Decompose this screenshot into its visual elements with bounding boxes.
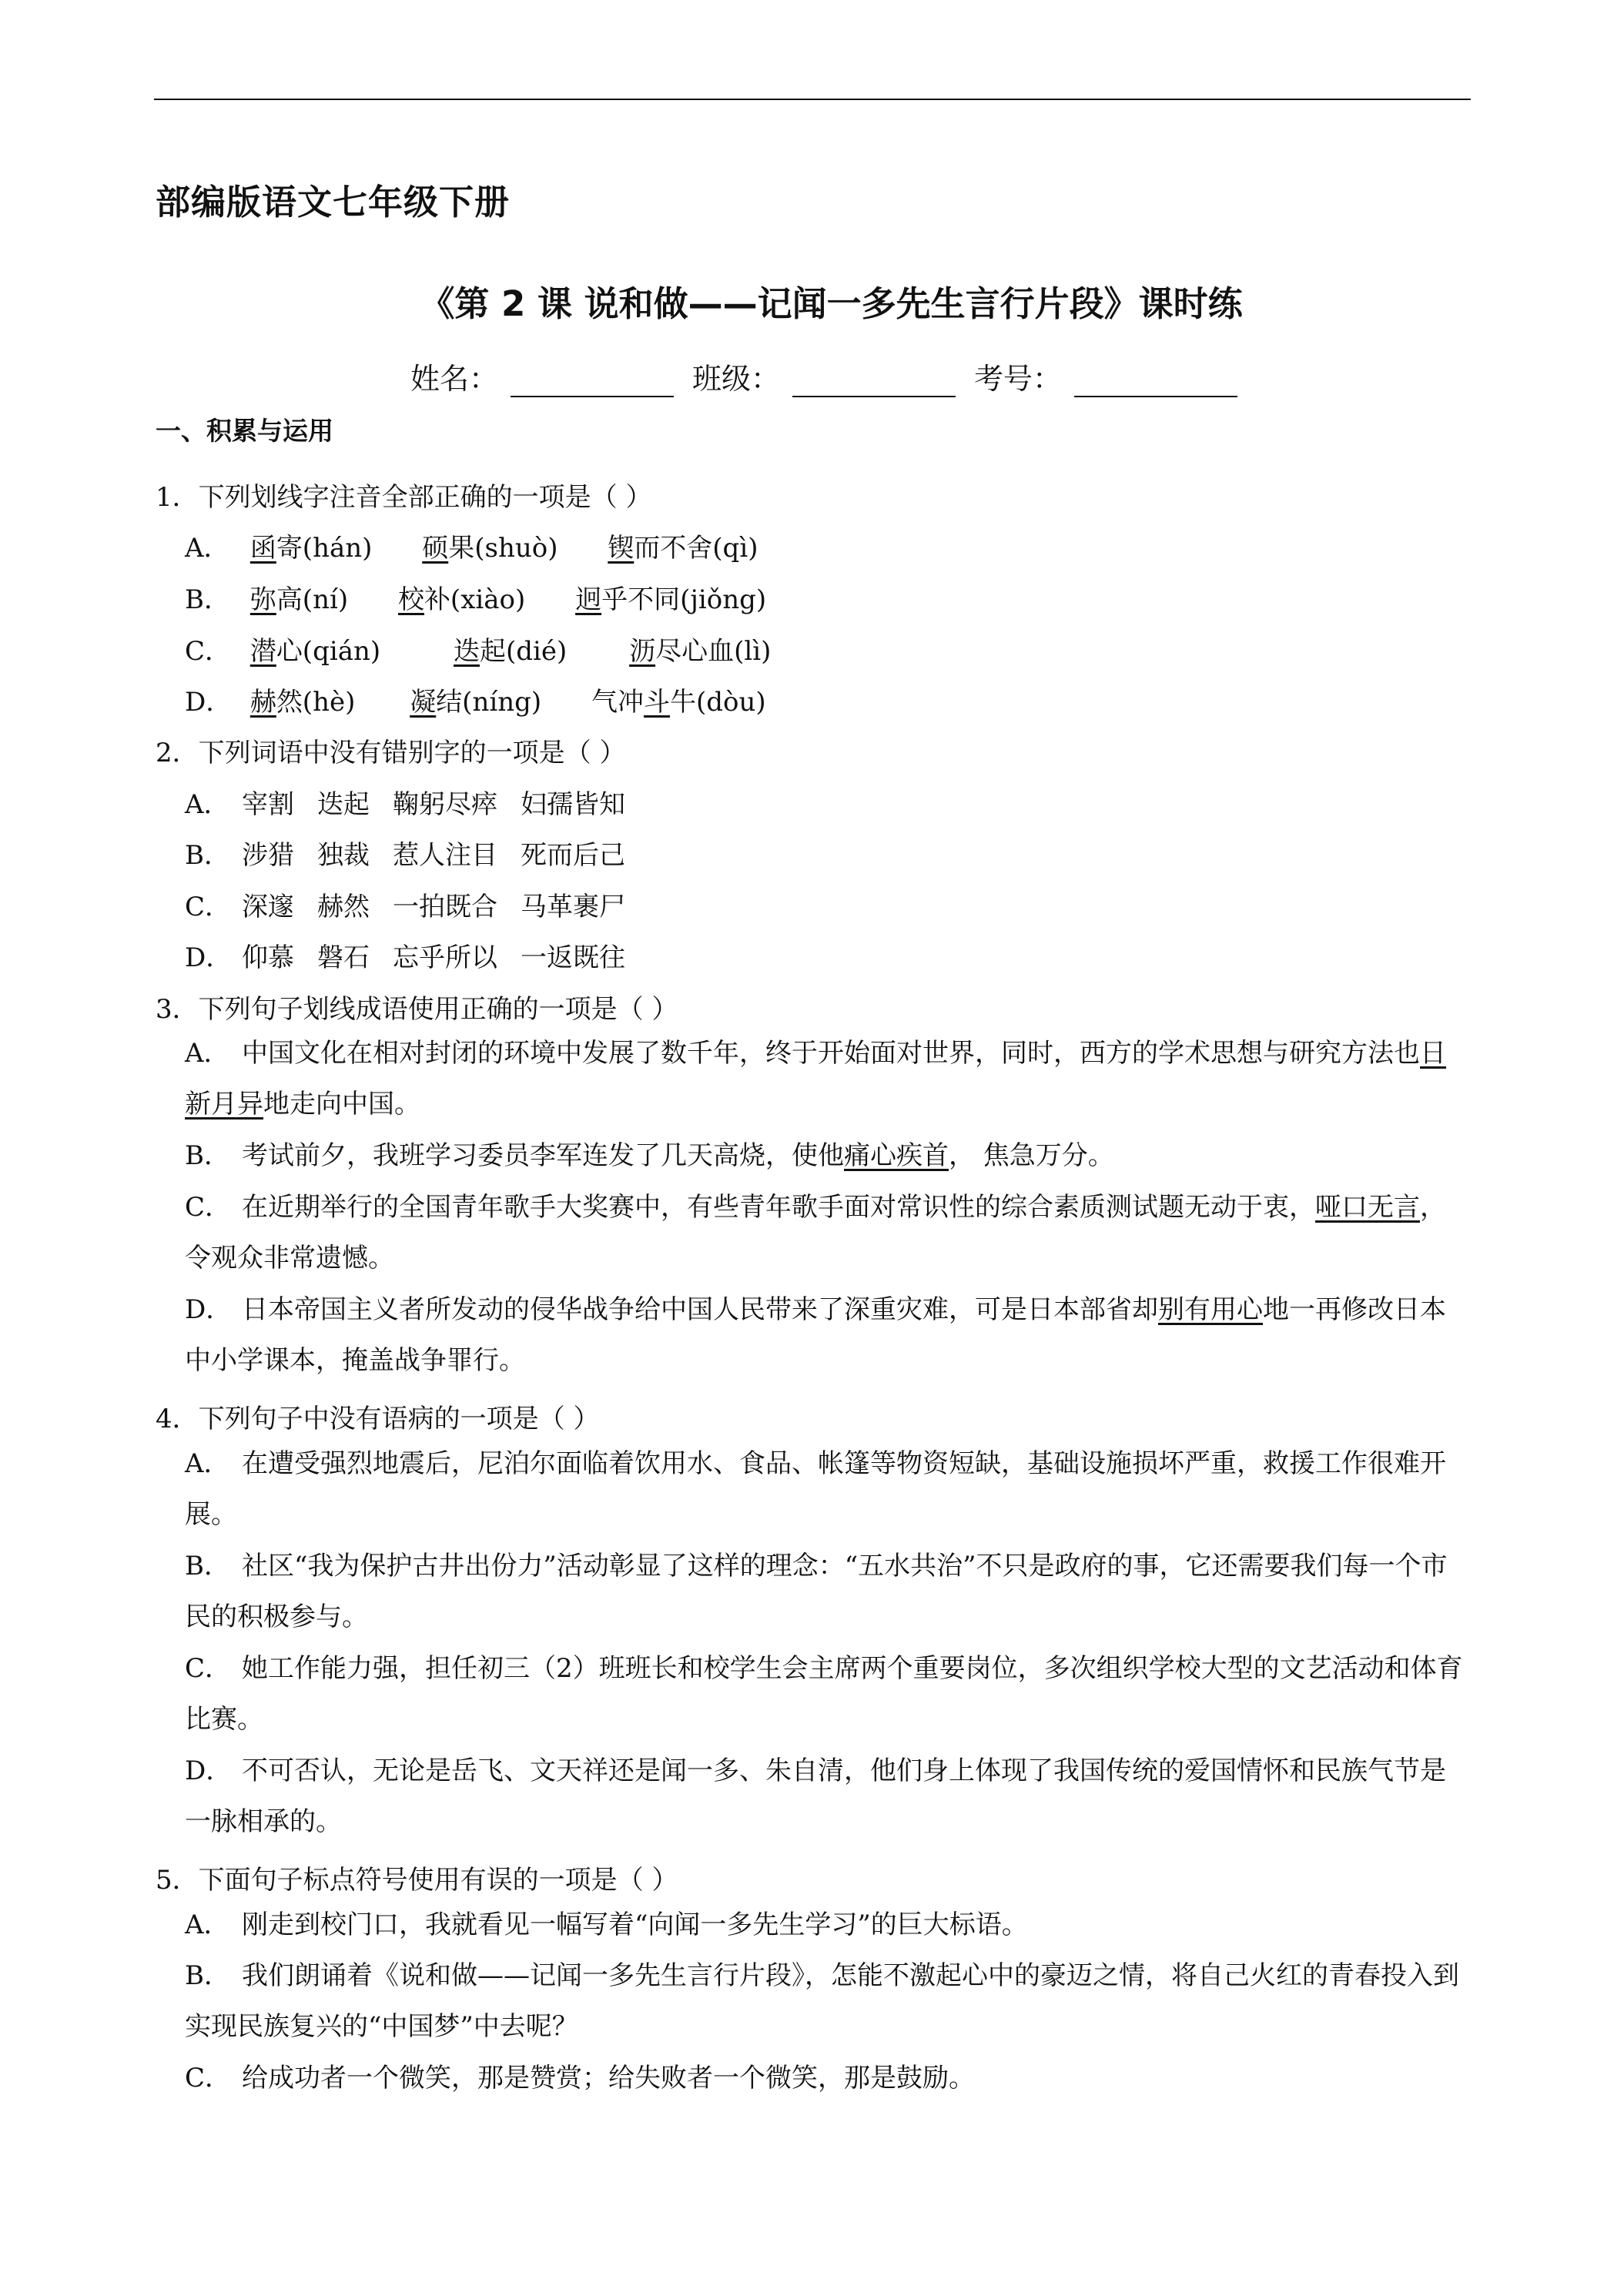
class-blank[interactable] [792, 362, 956, 397]
underlined-idiom: 痛心疾首 [844, 1140, 949, 1171]
option-text-end: ， 焦急万分。 [949, 1140, 1114, 1171]
option-label: B． [185, 1551, 230, 1581]
word-rest: 尽心血(lì) [655, 636, 772, 667]
underlined-char: 凝 [410, 687, 437, 718]
q4-option-a[interactable] [185, 1438, 1471, 1540]
lesson-title: 《第 2 课 说和做——记闻一多先生言行片段》课时练 [420, 283, 1243, 324]
q3-option-c[interactable] [185, 1182, 1471, 1284]
name-label: 姓名： [410, 362, 499, 396]
underlined-char: 硕 [422, 533, 449, 564]
option-label: B． [185, 1960, 230, 1991]
option-label: B． [185, 840, 230, 871]
q4-option-c[interactable] [185, 1643, 1471, 1745]
exam-number-label: 考号： [974, 362, 1063, 396]
word: 死而后己 [521, 840, 625, 871]
word-rest: 心(qián) [276, 636, 381, 667]
word: 迭起 [317, 789, 370, 820]
underlined-idiom: 哑口无言 [1315, 1192, 1420, 1223]
option-text: 在遭受强烈地震后，尼泊尔面临着饮用水、食品、帐篷等物资短缺，基础设施损坏严重，救援工作很难开展。 [185, 1448, 1446, 1530]
option-text: 社区“我为保护古井出份力”活动彰显了这样的理念：“五水共治”不只是政府的事，它还需要我们每一个市民的积极参与。 [185, 1551, 1448, 1632]
underlined-char: 函 [249, 533, 276, 564]
word: 忘乎所以 [393, 942, 497, 973]
word: 磐石 [317, 942, 370, 973]
underlined-char: 校 [397, 584, 424, 615]
q3-option-a[interactable] [185, 1028, 1471, 1130]
q5-option-a[interactable] [185, 1899, 1471, 1950]
word-rest: 牛(dòu) [669, 687, 766, 718]
word: 独裁 [317, 840, 370, 871]
word-rest: 寄(hán) [276, 533, 373, 564]
underlined-idiom: 别有用心 [1158, 1294, 1263, 1325]
exam-number-blank[interactable] [1074, 362, 1237, 397]
option-label: C． [185, 1653, 232, 1684]
option-label: C． [185, 2063, 232, 2094]
option-label: B． [185, 584, 230, 615]
word-rest: 高(ní) [276, 584, 349, 615]
question-4-stem: 4．下列句子中没有语病的一项是（ ） [156, 1404, 600, 1434]
student-info-line [410, 357, 1256, 397]
option-label: A． [185, 1448, 230, 1479]
class-label: 班级： [692, 362, 781, 396]
word: 深邃 [242, 892, 294, 922]
name-blank[interactable] [511, 362, 674, 397]
option-text-end: ， 令观众非常遗憾。 [185, 1192, 1446, 1274]
underlined-char: 迥 [575, 584, 602, 615]
q5-option-c[interactable] [185, 2053, 1471, 2104]
underlined-char: 弥 [249, 584, 276, 615]
option-text: 在近期举行的全国青年歌手大奖赛中，有些青年歌手面对常识性的综合素质测试题无动于衷， [242, 1192, 1315, 1223]
q2-option-d[interactable] [185, 936, 625, 974]
question-5-stem: 5．下面句子标点符号使用有误的一项是（ ） [156, 1865, 678, 1896]
word: 宰割 [242, 789, 294, 820]
q4-option-d[interactable] [185, 1745, 1471, 1847]
option-text: 我们朗诵着《说和做——记闻一多先生言行片段》，怎能不激起心中的豪迈之情，将自己火红的青春投入到实现民族复兴的“中国梦”中去呢？ [185, 1960, 1459, 2042]
q3-option-d[interactable] [185, 1284, 1471, 1386]
q1-option-b[interactable] [185, 578, 766, 616]
underlined-char: 斗 [643, 687, 670, 718]
underlined-char: 赫 [249, 687, 276, 718]
textbook-label: 部编版语文七年级下册 [156, 182, 511, 223]
option-text-end: 地走向中国。 [263, 1089, 420, 1120]
q4-option-b[interactable] [185, 1541, 1471, 1642]
q3-option-b[interactable] [185, 1130, 1471, 1181]
word: 涉猎 [242, 840, 294, 871]
header-rule [154, 99, 1471, 100]
q2-option-a[interactable] [185, 783, 625, 821]
q1-option-c[interactable] [185, 630, 771, 668]
q1-option-a[interactable] [185, 527, 758, 564]
option-label: C． [185, 636, 232, 667]
word: 一拍既合 [393, 892, 497, 922]
option-label: D． [185, 1294, 233, 1325]
underlined-idiom: 日新月异 [185, 1038, 1446, 1120]
q5-option-b[interactable] [185, 1950, 1471, 2052]
option-text: 刚走到校门口，我就看见一幅写着“向闻一多先生学习”的巨大标语。 [242, 1909, 1028, 1940]
word: 马革裹尸 [521, 892, 625, 922]
option-label: C． [185, 1192, 232, 1223]
option-text: 日本帝国主义者所发动的侵华战争给中国人民带来了深重灾难，可是日本部省却 [242, 1294, 1158, 1325]
option-label: A． [185, 789, 230, 820]
q2-option-b[interactable] [185, 834, 625, 872]
section-title: 一、积累与运用 [156, 416, 333, 446]
question-3-stem: 3．下列句子划线成语使用正确的一项是（ ） [156, 994, 678, 1025]
word: 妇孺皆知 [521, 789, 625, 820]
word: 仰慕 [242, 942, 294, 973]
word: 一返既往 [521, 942, 625, 973]
underlined-char: 锲 [608, 533, 635, 564]
word-rest: 结(níng) [436, 687, 542, 718]
question-1-stem: 1．下列划线字注音全部正确的一项是（ ） [156, 482, 652, 513]
word: 赫然 [317, 892, 370, 922]
word-prefix: 气冲 [591, 687, 644, 718]
q1-option-d[interactable] [185, 681, 766, 718]
underlined-char: 沥 [629, 636, 656, 667]
word-rest: 乎不同(jiǒng) [601, 584, 767, 615]
option-label: B． [185, 1140, 230, 1171]
option-label: D． [185, 687, 233, 718]
word-rest: 而不舍(qì) [634, 533, 758, 564]
word-rest: 果(shuò) [448, 533, 558, 564]
question-2-stem: 2．下列词语中没有错别字的一项是（ ） [156, 738, 626, 768]
option-text: 不可否认，无论是岳飞、文天祥还是闻一多、朱自清，他们身上体现了我国传统的爱国情怀和民族气节是一脉相承的。 [185, 1755, 1446, 1837]
option-text: 给成功者一个微笑，那是赞赏；给失败者一个微笑，那是鼓励。 [242, 2063, 975, 2094]
word-rest: 补(xiào) [424, 584, 526, 615]
underlined-char: 潜 [249, 636, 276, 667]
word: 惹人注目 [393, 840, 497, 871]
option-label: C． [185, 892, 232, 922]
underlined-char: 迭 [453, 636, 480, 667]
q2-option-c[interactable] [185, 885, 625, 923]
option-text: 中国文化在相对封闭的环境中发展了数千年，终于开始面对世界，同时，西方的学术思想与研究方法也 [242, 1038, 1420, 1069]
option-text-end: 地一再修改日本中小学课本，掩盖战争罪行。 [185, 1294, 1446, 1376]
option-label: A． [185, 1909, 230, 1940]
option-label: D． [185, 942, 233, 973]
word-rest: 然(hè) [276, 687, 356, 718]
option-text: 考试前夕，我班学习委员李军连发了几天高烧，使他 [242, 1140, 844, 1171]
word-rest: 起(dié) [479, 636, 568, 667]
option-label: D． [185, 1755, 233, 1786]
word: 鞠躬尽瘁 [393, 789, 497, 820]
option-label: A． [185, 533, 230, 564]
option-text: 她工作能力强，担任初三（2）班班长和校学生会主席两个重要岗位，多次组织学校大型的文艺活动和体育比赛。 [185, 1653, 1463, 1735]
option-label: A． [185, 1038, 230, 1069]
